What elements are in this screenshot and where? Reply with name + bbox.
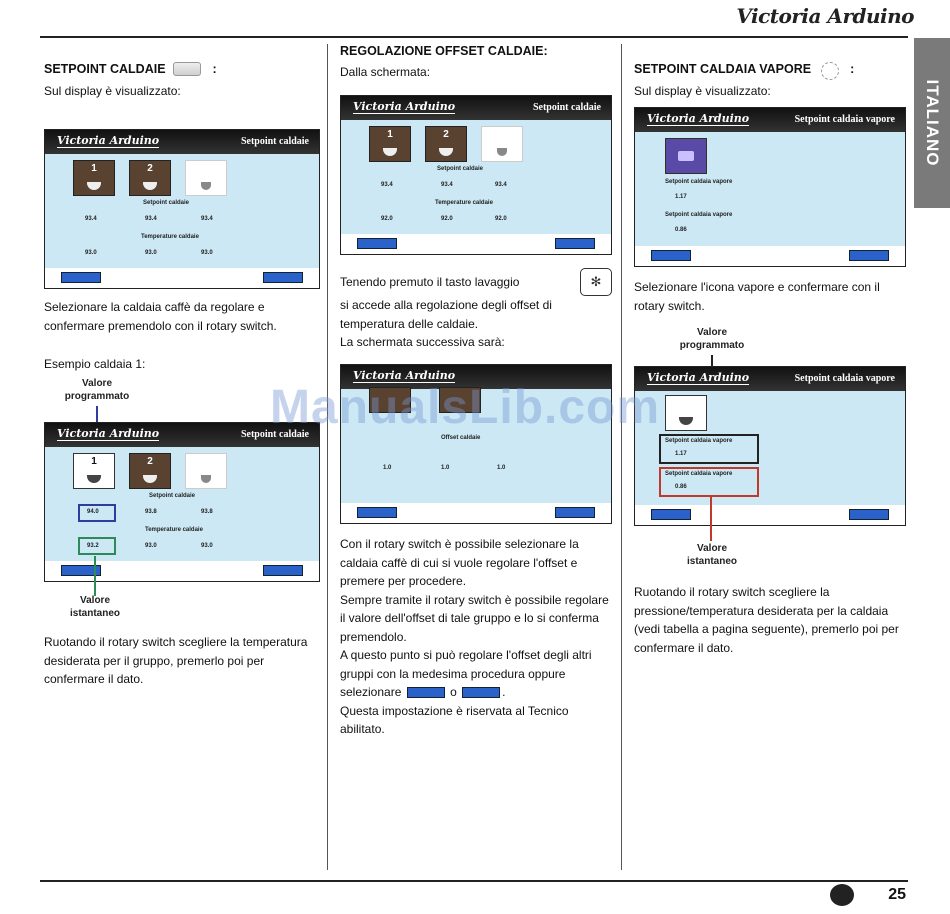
temperature-label: Temperature caldaie (435, 200, 493, 206)
example-label: Esempio caldaia 1: (44, 357, 146, 371)
callout-programmed: Valore programmato (64, 378, 130, 402)
temperature-value: 93.0 (85, 250, 97, 256)
cup-icon (383, 148, 397, 156)
group-2-tile[interactable]: 2 (129, 160, 171, 196)
group-2-tile[interactable]: 2 (425, 126, 467, 162)
offset-heading: REGOLAZIONE OFFSET CALDAIE: (340, 44, 548, 58)
cup-icon (143, 475, 157, 483)
temperature-label: Temperature caldaie (145, 527, 203, 533)
paragraph-text: si accede alla regolazione degli offset di temperatura delle caldaie. (340, 298, 552, 331)
hot-water-tile[interactable] (481, 126, 523, 162)
paragraph: Sempre tramite il rotary switch è possibile regolare il valore dell'offset di tale gruppo e lo si conferma premendolo. (340, 592, 609, 644)
steam-boiler-heading (634, 62, 908, 80)
display-screen-steam (634, 107, 906, 267)
paragraph: Selezionare l'icona vapore e confermare con il rotary switch. (634, 280, 880, 313)
screen-header (341, 96, 611, 120)
temperature-value: 93.0 (201, 543, 213, 549)
cup-icon (143, 182, 157, 190)
screen-title: Setpoint caldaie (240, 136, 309, 147)
group-1-tile[interactable]: 1 (73, 453, 115, 489)
confirm-button[interactable] (263, 272, 303, 283)
display-screen-setpoint (44, 129, 320, 289)
paragraph-block (340, 535, 612, 739)
watermark: ManualsLib.com (270, 381, 661, 434)
paragraph: Questa impostazione è riservata al Tecnico abilitato. (340, 703, 569, 736)
wash-key-icon: ✻ (580, 268, 612, 296)
steam-icon (678, 151, 694, 161)
top-rule (40, 36, 908, 38)
temperature-value: 93.2 (87, 543, 99, 549)
setpoint-value: 93.4 (85, 216, 97, 222)
intro-text: Sul display è visualizzato: (44, 84, 181, 98)
brand-logo: Victoria Arduino (736, 4, 914, 28)
group-1-tile[interactable]: 1 (73, 160, 115, 196)
setpoint-caldaie-heading (44, 62, 316, 76)
confirm-button[interactable] (555, 238, 595, 249)
screen-title: Setpoint caldaia vapore (794, 114, 895, 125)
screen-body (635, 132, 905, 246)
intro-text: Sul display è visualizzato: (634, 84, 771, 98)
screen-logo: Victoria Arduino (57, 427, 160, 440)
menu-button[interactable] (357, 238, 397, 249)
pressure-label: Setpoint caldaia vapore (665, 212, 733, 218)
group-2-tile[interactable]: 2 (129, 453, 171, 489)
paragraph-text: La schermata successiva sarà: (340, 335, 505, 349)
confirm-button[interactable] (555, 507, 595, 518)
callout-instant: Valore istantaneo (69, 595, 120, 619)
setpoint-value: 93.4 (201, 216, 213, 222)
language-tab-label: ITALIANO (923, 79, 942, 167)
setpoint-label: Setpoint caldaie (149, 493, 196, 499)
screen-logo: Victoria Arduino (647, 371, 750, 384)
pressure-value: 0.86 (675, 484, 687, 490)
steam-icon (679, 417, 693, 425)
setpoint-label: Setpoint caldaie (437, 166, 484, 172)
setpoint-label: Setpoint caldaia vapore (665, 438, 733, 444)
temperature-value: 92.0 (495, 216, 507, 222)
bottom-rule (40, 880, 908, 882)
screen-logo: Victoria Arduino (353, 369, 456, 382)
cup-icon (201, 475, 211, 483)
screen-body (341, 120, 611, 234)
screen-footer (341, 503, 611, 523)
pressure-label: Setpoint caldaia vapore (665, 471, 733, 477)
temperature-value: 92.0 (441, 216, 453, 222)
cup-icon (497, 148, 507, 156)
setpoint-value: 1.17 (675, 194, 687, 200)
heading-text: SETPOINT CALDAIE (44, 62, 166, 76)
paragraph-text: o (450, 685, 457, 699)
screen-footer (341, 234, 611, 254)
menu-button[interactable] (651, 250, 691, 261)
display-screen-setpoint (340, 95, 612, 255)
menu-button-icon (407, 687, 445, 698)
cup-icon (439, 148, 453, 156)
callout-programmed: Valore programmato (679, 327, 745, 351)
paragraph-text: Tenendo premuto il tasto lavaggio (340, 274, 520, 289)
offset-value: 1.0 (383, 465, 392, 471)
screen-title: Setpoint caldaie (240, 429, 309, 440)
setpoint-label: Setpoint caldaia vapore (665, 179, 733, 185)
paragraph (340, 646, 612, 702)
paragraph-text: A questo punto si può regolare l'offset degli altri gruppi con la medesima procedura oppure selezionare (340, 648, 592, 699)
screen-footer (45, 268, 319, 288)
steam-tile[interactable] (665, 138, 707, 174)
setpoint-value: 93.4 (145, 216, 157, 222)
paragraph: Ruotando il rotary switch scegliere la pressione/temperatura desiderata per la caldaia (vedi tabella a pagina seguente), premerlo poi per confermare il dato. (634, 585, 899, 655)
screen-logo: Victoria Arduino (353, 100, 456, 113)
screen-title: Setpoint caldaie (532, 102, 601, 113)
paragraph: Selezionare la caldaia caffè da regolare e confermare premendolo con il rotary switch. (44, 300, 277, 333)
hot-water-tile[interactable] (185, 160, 227, 196)
temperature-label: Temperature caldaie (141, 234, 199, 240)
setpoint-value: 94.0 (87, 509, 99, 515)
setpoint-label: Setpoint caldaie (143, 200, 190, 206)
heading-suffix: : (212, 62, 217, 76)
home-button-icon (462, 687, 500, 698)
offset-value: 1.0 (497, 465, 506, 471)
screen-title: Setpoint caldaia vapore (794, 373, 895, 384)
screen-footer (635, 246, 905, 266)
menu-button[interactable] (357, 507, 397, 518)
screen-footer (635, 505, 905, 525)
steam-icon (821, 62, 839, 80)
screen-logo: Victoria Arduino (647, 112, 750, 125)
setpoint-value: 93.4 (495, 182, 507, 188)
column-divider-2 (621, 44, 622, 870)
screen-header (45, 130, 319, 154)
confirm-button[interactable] (849, 250, 889, 261)
display-screen-example (44, 422, 320, 582)
screen-header (635, 367, 905, 391)
callout-instant: Valore istantaneo (686, 543, 737, 567)
callout-line (710, 497, 712, 541)
paragraph: Ruotando il rotary switch scegliere la temperatura desiderata per il gruppo, premerlo poi per confermare il dato. (44, 635, 308, 686)
language-tab (914, 38, 950, 208)
screen-body (635, 391, 905, 505)
hot-water-tile[interactable] (185, 453, 227, 489)
setpoint-value: 93.4 (441, 182, 453, 188)
callout-line (94, 556, 96, 596)
cup-icon (87, 182, 101, 190)
setpoint-value: 1.17 (675, 451, 687, 457)
screen-body (45, 447, 319, 561)
setpoint-value: 93.8 (145, 509, 157, 515)
steam-tile[interactable] (665, 395, 707, 431)
group-1-tile[interactable]: 1 (369, 126, 411, 162)
screen-footer (45, 561, 319, 581)
temperature-value: 93.0 (145, 250, 157, 256)
temperature-value: 93.0 (201, 250, 213, 256)
column-divider-1 (327, 44, 328, 870)
screen-body (45, 154, 319, 268)
offset-label: Offset caldaie (441, 435, 481, 441)
brand-badge-icon (830, 884, 854, 906)
pressure-value: 0.86 (675, 227, 687, 233)
setpoint-value: 93.4 (381, 182, 393, 188)
temperature-value: 93.0 (145, 543, 157, 549)
temperature-value: 92.0 (381, 216, 393, 222)
offset-value: 1.0 (441, 465, 450, 471)
confirm-button[interactable] (263, 565, 303, 576)
heading-suffix: : (850, 62, 855, 76)
screen-logo: Victoria Arduino (57, 134, 160, 147)
menu-button[interactable] (61, 272, 101, 283)
setpoint-value: 93.8 (201, 509, 213, 515)
heading-text: SETPOINT CALDAIA VAPORE (634, 62, 812, 76)
page-number: 25 (888, 886, 906, 903)
menu-button[interactable] (651, 509, 691, 520)
cup-icon (201, 182, 211, 190)
paragraph (340, 268, 612, 352)
confirm-button[interactable] (849, 509, 889, 520)
paragraph-text: . (502, 685, 506, 699)
display-screen-steam-edit (634, 366, 906, 526)
keyboard-icon (173, 62, 201, 76)
screen-header (635, 108, 905, 132)
cup-icon (87, 475, 101, 483)
intro-text: Dalla schermata: (340, 65, 431, 79)
paragraph: Con il rotary switch è possibile selezionare la caldaia caffè di cui si vuole regolare l'offset e premere per procedere. (340, 537, 579, 588)
